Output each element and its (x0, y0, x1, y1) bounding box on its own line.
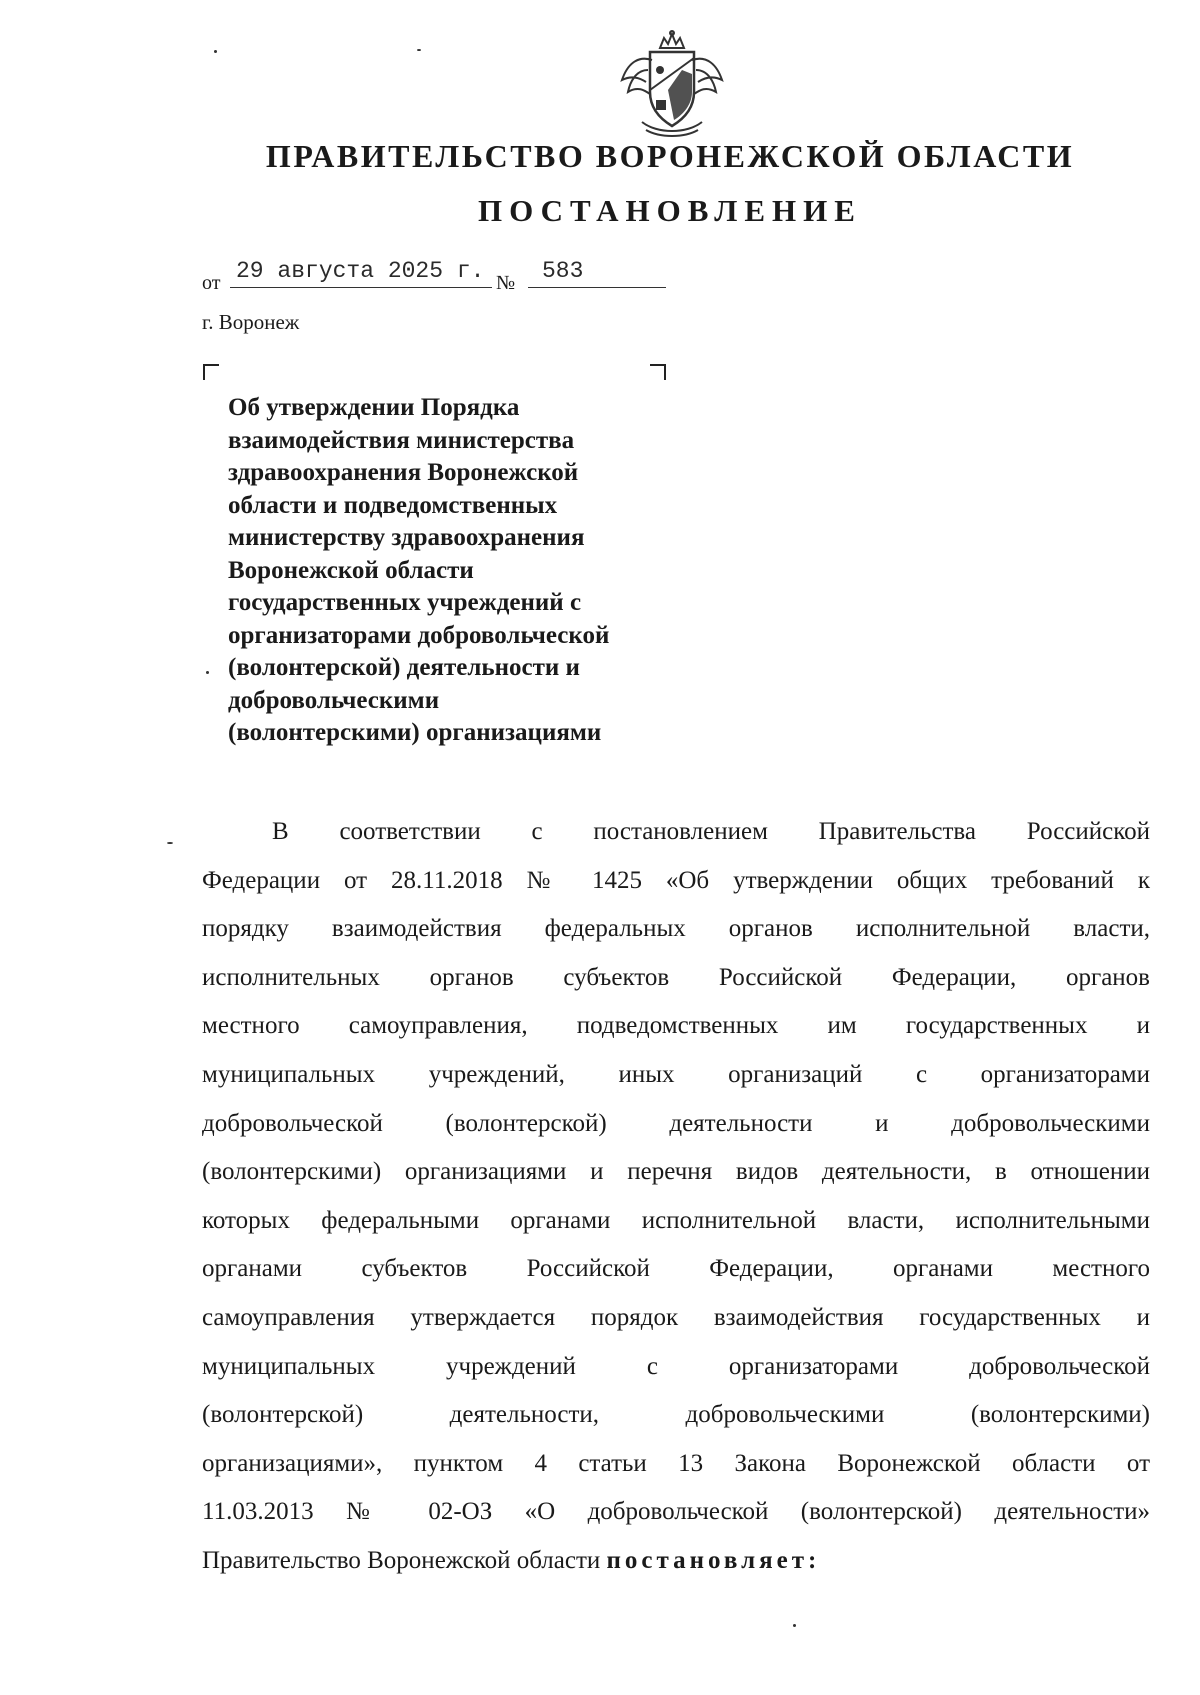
subject-line: области и подведомственных (228, 491, 558, 519)
body-line: 11.03.2013 № 02-ОЗ «О добровольческой (волонтерской) деятельности» (202, 1498, 1150, 1526)
body-line: порядку взаимодействия федеральных органов исполнительной власти, (202, 915, 1150, 943)
scan-speck (793, 1624, 796, 1627)
subject-corner-left (203, 364, 219, 380)
scan-speck (214, 50, 217, 53)
body-line: местного самоуправления, подведомственных им государственных и (202, 1012, 1150, 1040)
document-date: 29 августа 2025 г. (236, 258, 485, 284)
body-line: самоуправления утверждается порядок взаимодействия государственных и (202, 1303, 1150, 1331)
body-line: муниципальных учреждений с организаторами добровольческой (202, 1352, 1150, 1380)
closing-line (202, 1537, 1150, 1586)
date-underline (230, 287, 492, 288)
subject-line: организаторами добровольческой (228, 621, 610, 649)
document-number: 583 (542, 258, 584, 284)
subject-line: (волонтерской) деятельности и (228, 654, 580, 681)
subject-line: Об утверждении Порядка (228, 394, 520, 421)
body-line: которых федеральными органами исполнительной власти, исполнительными (202, 1206, 1150, 1234)
scan-speck (206, 671, 209, 674)
body-line: В соответствии с постановлением Правительства Российской (272, 818, 1150, 845)
body-line: органами субъектов Российской Федерации, органами местного (202, 1255, 1150, 1283)
subject-line: Воронежской области (228, 556, 474, 584)
date-prefix: от (202, 272, 221, 294)
subject-line: здравоохранения Воронежской (228, 459, 579, 486)
number-underline (528, 287, 666, 288)
organization-title: ПРАВИТЕЛЬСТВО ВОРОНЕЖСКОЙ ОБЛАСТИ (265, 138, 1075, 174)
scan-speck (417, 49, 421, 51)
subject-line: министерству здравоохранения (228, 524, 585, 551)
body-line: Федерации от 28.11.2018 № 1425 «Об утверждении общих требований к (202, 866, 1150, 894)
date-number-line (202, 254, 682, 294)
number-prefix: № (496, 272, 516, 294)
subject-line: государственных учреждений с (228, 589, 582, 616)
body-line: исполнительных органов субъектов Российской Федерации, органов (202, 963, 1150, 991)
body-line: организациями», пунктом 4 статьи 13 Закона Воронежской области от (202, 1449, 1150, 1477)
closing-text: Правительство Воронежской области (202, 1546, 607, 1574)
subject-corner-right (650, 364, 666, 380)
city: г. Воронеж (202, 310, 300, 334)
scan-speck (167, 842, 173, 844)
subject-line: взаимодействия министерства (228, 426, 575, 454)
body-line: (волонтерскими) организациями и перечня видов деятельности, в отношении (202, 1158, 1150, 1186)
document-body (202, 808, 1150, 1586)
subject-line: (волонтерскими) организациями (228, 719, 602, 746)
body-line: (волонтерской) деятельности, добровольческими (волонтерскими) (202, 1401, 1150, 1429)
subject-line: добровольческими (228, 686, 440, 714)
closing-emphasis: постановляет: (606, 1546, 821, 1574)
document-type-title: ПОСТАНОВЛЕНИЕ (478, 193, 862, 228)
document-subject (228, 392, 688, 750)
coat-of-arms-icon (612, 30, 732, 140)
body-line: муниципальных учреждений, иных организаций с организаторами (202, 1060, 1150, 1088)
body-line: добровольческой (волонтерской) деятельности и добровольческими (202, 1109, 1150, 1137)
